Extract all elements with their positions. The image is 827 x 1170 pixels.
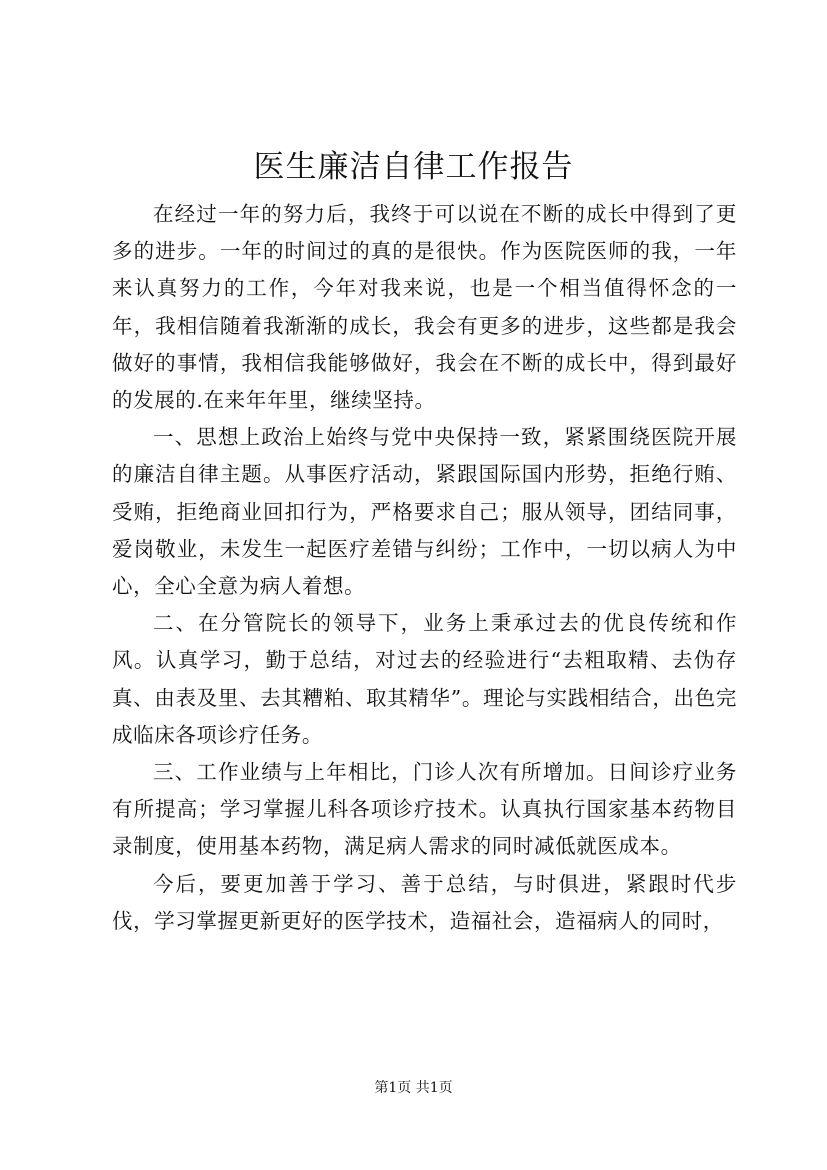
paragraph-future: 今后，要更加善于学习、善于总结，与时俱进，紧跟时代步伐，学习掌握更新更好的医学技术，造福社会，造福病人的同时， <box>112 871 737 933</box>
document-title: 医生廉洁自律工作报告 <box>253 149 574 185</box>
paragraph-performance: 三、工作业绩与上年相比，门诊人次有所增加。日间诊疗业务有所提高；学习掌握儿科各项诊疗技术。认真执行国家基本药物目录制度，使用基本药物，满足病人需求的同时减低就医成本。 <box>112 760 737 859</box>
paragraph-intro: 在经过一年的努力后，我终于可以说在不断的成长中得到了更多的进步。一年的时间过的真的是很快。作为医院医师的我，一年来认真努力的工作，今年对我来说，也是一个相当值得怀念的一年，我相信随着我渐渐的成长，我会有更多的进步，这些都是我会做好的事情，我相信我能够做好，我会在不断的成长中，得到最好的发展的.在来年年里，继续坚持。 <box>112 202 737 413</box>
page-footer: 第1页 共1页 <box>374 1080 453 1096</box>
document-body <box>112 196 737 940</box>
paragraph-professional: 二、在分管院长的领导下，业务上秉承过去的优良传统和作风。认真学习，勤于总结，对过去的经验进行“去粗取精、去伪存真、由表及里、去其糟粕、取其精华”。理论与实践相结合，出色完成临床各项诊疗任务。 <box>112 611 737 747</box>
paragraph-political: 一、思想上政治上始终与党中央保持一致，紧紧围绕医院开展的廉洁自律主题。从事医疗活动，紧跟国际国内形势，拒绝行贿、受贿，拒绝商业回扣行为，严格要求自己；服从领导，团结同事，爱岗敬业，未发生一起医疗差错与纠纷；工作中，一切以病人为中心，全心全意为病人着想。 <box>112 425 737 599</box>
